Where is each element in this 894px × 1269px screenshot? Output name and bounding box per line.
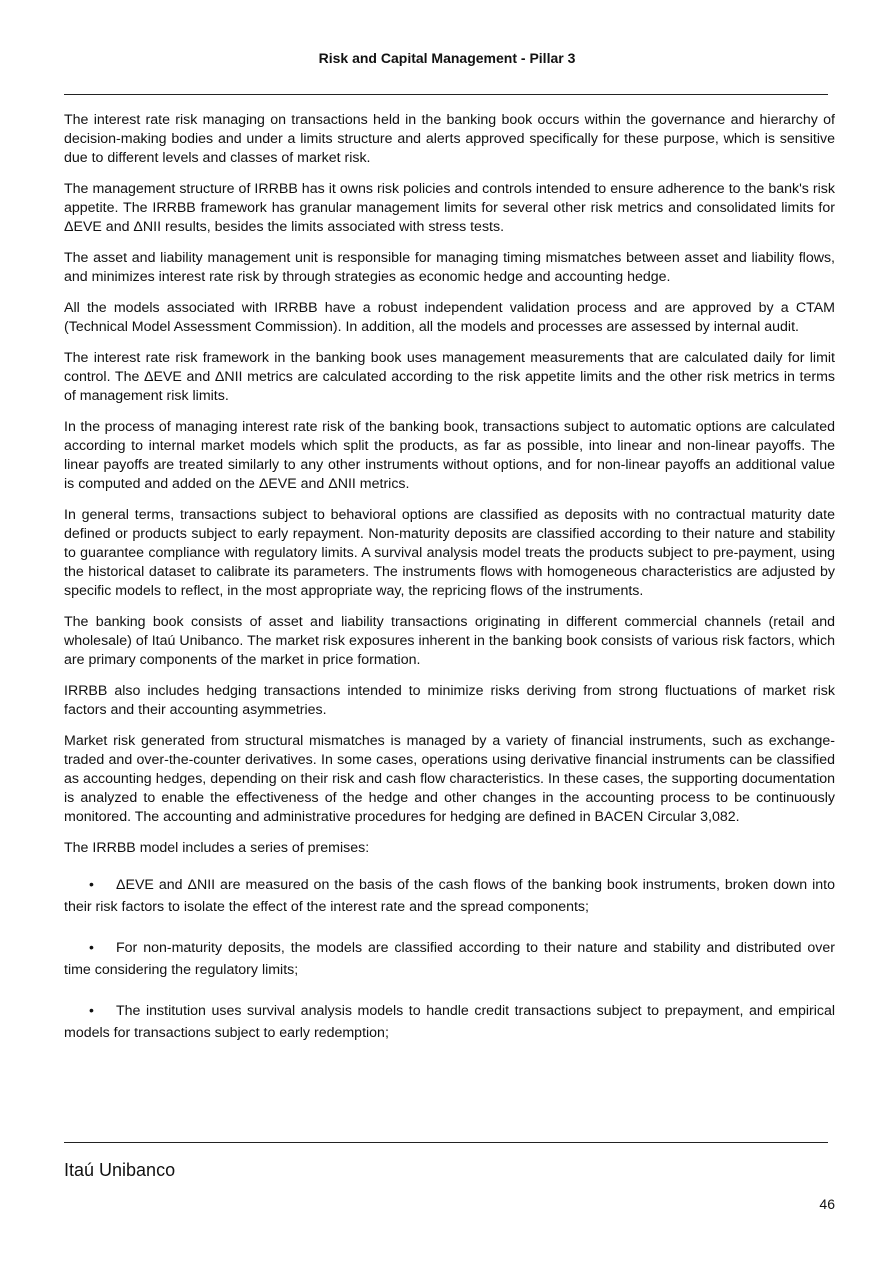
page-number: 46	[819, 1196, 835, 1212]
footer-brand: Itaú Unibanco	[64, 1160, 176, 1180]
paragraph: The management structure of IRRBB has it owns risk policies and controls intended to ensure adherence to the bank's risk appetite. The IRRBB framework has granular management limits for several other risk metrics and consolidated limits for ΔEVE and ΔNII results, besides the limits associated with stress tests.	[64, 181, 835, 235]
document-body	[64, 111, 835, 1063]
bullet-icon: •	[89, 939, 94, 955]
paragraph: The asset and liability management unit is responsible for managing timing mismatches between asset and liability flows, and minimizes interest rate risk by through strategies as economic hedge and accounting hedge.	[64, 250, 835, 285]
list-item-text: The institution uses survival analysis models to handle credit transactions subject to prepayment, and empirical models for transactions subject to early redemption;	[64, 1003, 835, 1041]
bullet-icon: •	[89, 1002, 94, 1018]
paragraph: All the models associated with IRRBB have a robust independent validation process and are approved by a CTAM (Technical Model Assessment Commission). In addition, all the models and processes are assessed by internal audit.	[64, 300, 835, 335]
list-item-text: ΔEVE and ΔNII are measured on the basis of the cash flows of the banking book instruments, broken down into their risk factors to isolate the effect of the interest rate and the spread components;	[64, 877, 835, 915]
list-item	[64, 874, 835, 918]
paragraph: Market risk generated from structural mismatches is managed by a variety of financial instruments, such as exchange-traded and over-the-counter derivatives. In some cases, operations using derivative financial instruments can be classified as accounting hedges, depending on their risk and cash flow characteristics. In these cases, the supporting documentation is analyzed to enable the effectiveness of the hedge and other changes in the accounting process to be continuously monitored. The accounting and administrative procedures for hedging are defined in BACEN Circular 3,082.	[64, 733, 835, 825]
paragraph: IRRBB also includes hedging transactions intended to minimize risks deriving from strong fluctuations of market risk factors and their accounting asymmetries.	[64, 683, 835, 718]
list-item-text: For non-maturity deposits, the models are classified according to their nature and stability and distributed over time considering the regulatory limits;	[64, 940, 835, 978]
paragraph: The IRRBB model includes a series of premises:	[64, 840, 370, 856]
paragraph: In general terms, transactions subject to behavioral options are classified as deposits with no contractual maturity date defined or products subject to early repayment. Non-maturity deposits are classified according to their nature and stability to guarantee compliance with regulatory limits. A survival analysis model treats the products subject to pre-payment, using the historical dataset to calibrate its parameters. The instruments flows with homogeneous characteristics are adjusted by specific models to reflect, in the most appropriate way, the repricing flows of the instruments.	[64, 507, 835, 599]
bullet-icon: •	[89, 876, 94, 892]
page-header-title: Risk and Capital Management - Pillar 3	[318, 50, 576, 66]
list-item	[64, 937, 835, 981]
list-item	[64, 1000, 835, 1044]
paragraph: The banking book consists of asset and liability transactions originating in different commercial channels (retail and wholesale) of Itaú Unibanco. The market risk exposures inherent in the banking book consists of various risk factors, which are primary components of the market in price formation.	[64, 614, 835, 668]
header-divider	[64, 94, 828, 95]
paragraph: In the process of managing interest rate risk of the banking book, transactions subject to automatic options are calculated according to internal market models which split the products, as far as possible, into linear and non-linear payoffs. The linear payoffs are treated similarly to any other instruments without options, and for non-linear payoffs an additional value is computed and added on the ΔEVE and ΔNII metrics.	[64, 419, 835, 492]
paragraph: The interest rate risk framework in the banking book uses management measurements that are calculated daily for limit control. The ΔEVE and ΔNII metrics are calculated according to the risk appetite limits and the other risk metrics in terms of management risk limits.	[64, 350, 835, 404]
paragraph: The interest rate risk managing on transactions held in the banking book occurs within the governance and hierarchy of decision-making bodies and under a limits structure and alerts approved specifically for these purpose, which is sensitive due to different levels and classes of market risk.	[64, 112, 835, 166]
footer-divider	[64, 1142, 828, 1143]
premises-list	[64, 874, 835, 1044]
